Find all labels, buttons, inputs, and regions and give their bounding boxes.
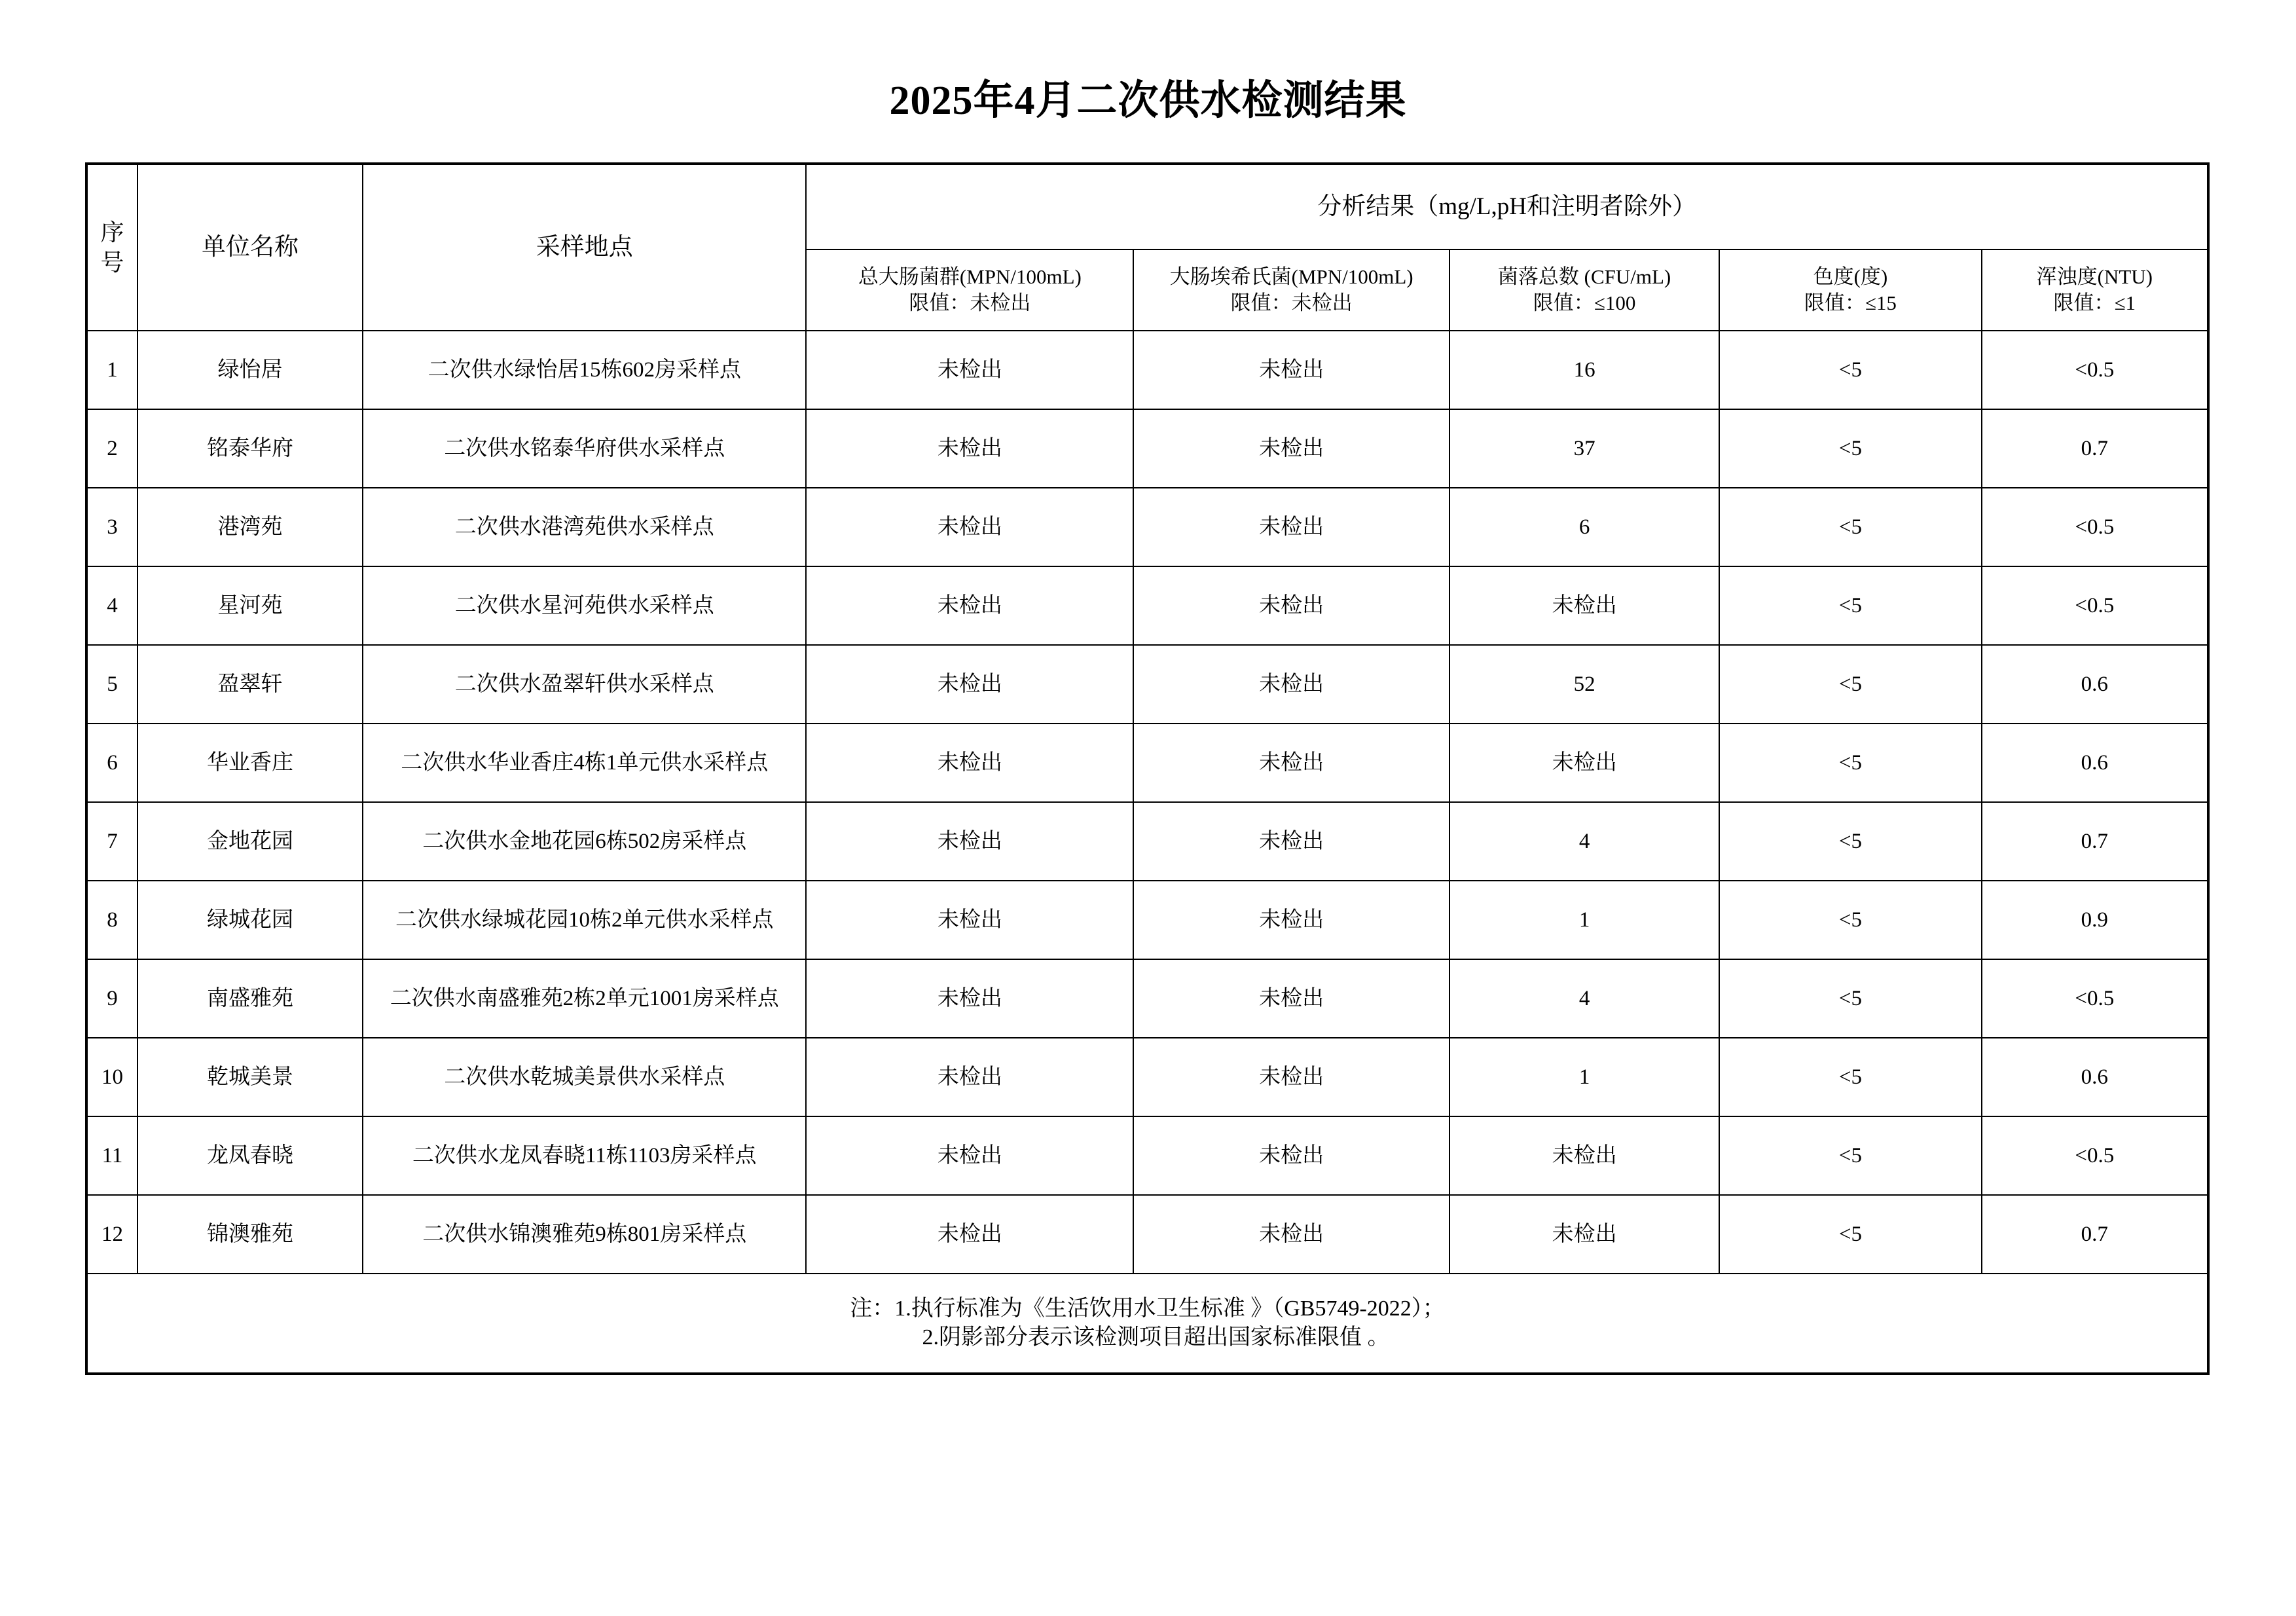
cell-turbidity: 0.6 (1982, 645, 2208, 724)
cell-turbidity: 0.7 (1982, 409, 2208, 488)
cell-turbidity: <0.5 (1982, 488, 2208, 566)
cell-e-coli: 未检出 (1133, 566, 1449, 645)
cell-sequence: 12 (86, 1195, 137, 1274)
cell-sampling-site: 二次供水锦澳雅苑9栋801房采样点 (363, 1195, 806, 1274)
table-row (86, 802, 2208, 881)
turbidity-name: 浑浊度(NTU) (2036, 265, 2153, 289)
cell-total-coliform: 未检出 (806, 724, 1133, 802)
cell-chroma: <5 (1719, 802, 1981, 881)
colony-count-limit: 限值：≤100 (1533, 291, 1636, 314)
table-row (86, 331, 2208, 409)
cell-unit-name: 盈翠轩 (137, 645, 363, 724)
cell-total-coliform: 未检出 (806, 802, 1133, 881)
page-title: 2025年4月二次供水检测结果 (889, 79, 1407, 123)
results-table-container (85, 162, 2210, 1375)
column-header-sequence (86, 164, 137, 331)
cell-turbidity: <0.5 (1982, 959, 2208, 1038)
table-header-row-1 (86, 164, 2208, 249)
cell-total-coliform: 未检出 (806, 1116, 1133, 1195)
sequence-label-line1: 序 (100, 219, 124, 246)
cell-turbidity: 0.9 (1982, 881, 2208, 959)
cell-sequence: 9 (86, 959, 137, 1038)
cell-unit-name: 金地花园 (137, 802, 363, 881)
cell-sequence: 4 (86, 566, 137, 645)
cell-total-coliform: 未检出 (806, 409, 1133, 488)
cell-chroma: <5 (1719, 488, 1981, 566)
e-coli-name: 大肠埃希氏菌(MPN/100mL) (1169, 265, 1413, 289)
water-quality-results-table (85, 162, 2210, 1375)
cell-unit-name: 南盛雅苑 (137, 959, 363, 1038)
column-header-total-coliform (806, 249, 1133, 331)
cell-sequence: 2 (86, 409, 137, 488)
cell-colony-count: 1 (1449, 1038, 1719, 1116)
cell-chroma: <5 (1719, 645, 1981, 724)
cell-e-coli: 未检出 (1133, 645, 1449, 724)
cell-chroma: <5 (1719, 331, 1981, 409)
total-coliform-name: 总大肠菌群(MPN/100mL) (858, 265, 1082, 289)
cell-total-coliform: 未检出 (806, 881, 1133, 959)
cell-sampling-site: 二次供水乾城美景供水采样点 (363, 1038, 806, 1116)
turbidity-limit: 限值：≤1 (2053, 291, 2136, 314)
cell-e-coli: 未检出 (1133, 959, 1449, 1038)
cell-colony-count: 未检出 (1449, 724, 1719, 802)
cell-total-coliform: 未检出 (806, 1038, 1133, 1116)
cell-total-coliform: 未检出 (806, 959, 1133, 1038)
note-line-2: 2.阴影部分表示该检测项目超出国家标准限值 。 (922, 1325, 1390, 1350)
cell-unit-name: 绿城花园 (137, 881, 363, 959)
cell-total-coliform: 未检出 (806, 645, 1133, 724)
cell-colony-count: 16 (1449, 331, 1719, 409)
table-body (86, 164, 2208, 1374)
table-row (86, 959, 2208, 1038)
cell-turbidity: 0.7 (1982, 802, 2208, 881)
cell-e-coli: 未检出 (1133, 881, 1449, 959)
cell-colony-count: 1 (1449, 881, 1719, 959)
cell-colony-count: 6 (1449, 488, 1719, 566)
cell-sampling-site: 二次供水港湾苑供水采样点 (363, 488, 806, 566)
cell-sampling-site: 二次供水绿怡居15栋602房采样点 (363, 331, 806, 409)
table-row (86, 566, 2208, 645)
cell-turbidity: 0.6 (1982, 1038, 2208, 1116)
cell-sampling-site: 二次供水金地花园6栋502房采样点 (363, 802, 806, 881)
cell-colony-count: 未检出 (1449, 566, 1719, 645)
cell-sequence: 11 (86, 1116, 137, 1195)
cell-sequence: 6 (86, 724, 137, 802)
cell-unit-name: 华业香庄 (137, 724, 363, 802)
cell-sampling-site: 二次供水盈翠轩供水采样点 (363, 645, 806, 724)
sequence-label-line2: 号 (100, 249, 124, 276)
cell-colony-count: 未检出 (1449, 1195, 1719, 1274)
cell-unit-name: 乾城美景 (137, 1038, 363, 1116)
cell-e-coli: 未检出 (1133, 724, 1449, 802)
cell-sampling-site: 二次供水铭泰华府供水采样点 (363, 409, 806, 488)
cell-sampling-site: 二次供水华业香庄4栋1单元供水采样点 (363, 724, 806, 802)
table-notes-cell (86, 1274, 2208, 1374)
cell-turbidity: 0.6 (1982, 724, 2208, 802)
cell-unit-name: 锦澳雅苑 (137, 1195, 363, 1274)
cell-colony-count: 52 (1449, 645, 1719, 724)
cell-chroma: <5 (1719, 881, 1981, 959)
column-header-analysis-group: 分析结果（mg/L,pH和注明者除外） (806, 164, 2208, 249)
cell-e-coli: 未检出 (1133, 331, 1449, 409)
cell-colony-count: 4 (1449, 959, 1719, 1038)
cell-unit-name: 港湾苑 (137, 488, 363, 566)
note-line-1: 注：1.执行标准为《生活饮用水卫生标准 》（GB5749-2022）； (850, 1296, 1445, 1321)
cell-colony-count: 4 (1449, 802, 1719, 881)
cell-sequence: 10 (86, 1038, 137, 1116)
total-coliform-limit: 限值：未检出 (909, 291, 1031, 314)
cell-unit-name: 绿怡居 (137, 331, 363, 409)
cell-total-coliform: 未检出 (806, 488, 1133, 566)
cell-sampling-site: 二次供水南盛雅苑2栋2单元1001房采样点 (363, 959, 806, 1038)
cell-total-coliform: 未检出 (806, 331, 1133, 409)
cell-e-coli: 未检出 (1133, 1116, 1449, 1195)
cell-colony-count: 37 (1449, 409, 1719, 488)
cell-e-coli: 未检出 (1133, 802, 1449, 881)
chroma-name: 色度(度) (1813, 265, 1888, 289)
cell-e-coli: 未检出 (1133, 1195, 1449, 1274)
cell-chroma: <5 (1719, 409, 1981, 488)
cell-colony-count: 未检出 (1449, 1116, 1719, 1195)
cell-turbidity: <0.5 (1982, 1116, 2208, 1195)
cell-unit-name: 铭泰华府 (137, 409, 363, 488)
table-row (86, 881, 2208, 959)
chroma-limit: 限值：≤15 (1804, 291, 1897, 314)
cell-chroma: <5 (1719, 959, 1981, 1038)
column-header-chroma (1719, 249, 1981, 331)
cell-sequence: 5 (86, 645, 137, 724)
column-header-unit-name: 单位名称 (137, 164, 363, 331)
cell-turbidity: 0.7 (1982, 1195, 2208, 1274)
cell-sequence: 3 (86, 488, 137, 566)
table-row (86, 1038, 2208, 1116)
cell-chroma: <5 (1719, 1116, 1981, 1195)
cell-e-coli: 未检出 (1133, 488, 1449, 566)
cell-chroma: <5 (1719, 1038, 1981, 1116)
table-row (86, 1116, 2208, 1195)
cell-turbidity: <0.5 (1982, 331, 2208, 409)
cell-sampling-site: 二次供水龙凤春晓11栋1103房采样点 (363, 1116, 806, 1195)
table-row (86, 488, 2208, 566)
cell-e-coli: 未检出 (1133, 1038, 1449, 1116)
cell-total-coliform: 未检出 (806, 1195, 1133, 1274)
cell-sampling-site: 二次供水星河苑供水采样点 (363, 566, 806, 645)
colony-count-name: 菌落总数 (CFU/mL) (1497, 265, 1671, 289)
cell-sequence: 1 (86, 331, 137, 409)
cell-chroma: <5 (1719, 724, 1981, 802)
cell-unit-name: 星河苑 (137, 566, 363, 645)
table-row (86, 409, 2208, 488)
cell-sequence: 8 (86, 881, 137, 959)
table-row (86, 1195, 2208, 1274)
table-row (86, 645, 2208, 724)
cell-chroma: <5 (1719, 1195, 1981, 1274)
cell-turbidity: <0.5 (1982, 566, 2208, 645)
table-row (86, 724, 2208, 802)
cell-sequence: 7 (86, 802, 137, 881)
e-coli-limit: 限值：未检出 (1230, 291, 1353, 314)
cell-total-coliform: 未检出 (806, 566, 1133, 645)
cell-e-coli: 未检出 (1133, 409, 1449, 488)
cell-sampling-site: 二次供水绿城花园10栋2单元供水采样点 (363, 881, 806, 959)
column-header-turbidity (1982, 249, 2208, 331)
column-header-e-coli (1133, 249, 1449, 331)
table-notes-row (86, 1274, 2208, 1374)
column-header-colony-count (1449, 249, 1719, 331)
column-header-sampling-site: 采样地点 (363, 164, 806, 331)
cell-unit-name: 龙凤春晓 (137, 1116, 363, 1195)
cell-chroma: <5 (1719, 566, 1981, 645)
